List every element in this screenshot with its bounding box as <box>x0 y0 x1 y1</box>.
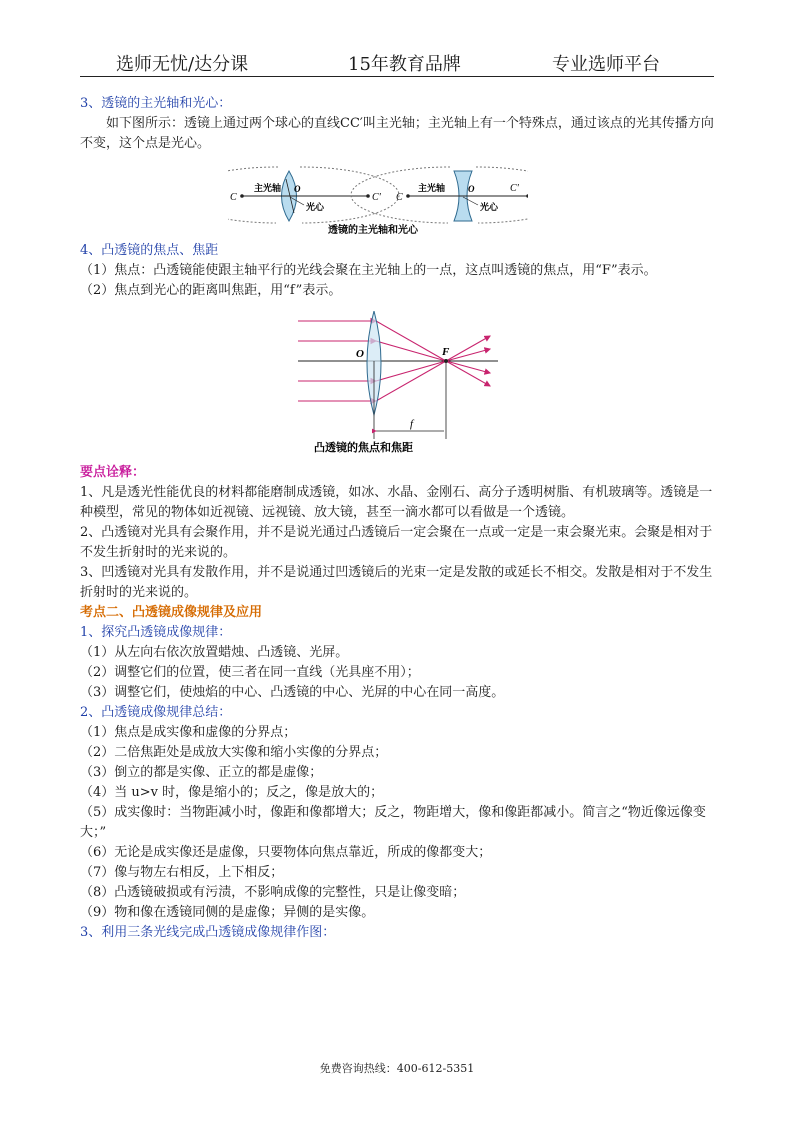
summary-item-8: （8）凸透镜破损或有污渍，不影响成像的完整性，只是让像变暗； <box>80 885 466 900</box>
lens-center-label: O <box>356 348 364 360</box>
center-label-2: 光心 <box>480 203 499 213</box>
page-header <box>80 48 714 77</box>
document-body <box>80 94 714 943</box>
axis-label-2: 主光轴 <box>418 184 446 194</box>
lens-axis-figure <box>228 163 528 237</box>
figure1-caption: 透镜的主光轴和光心 <box>328 225 418 236</box>
explore-item-2: （2）调整它们的位置，使三者在同一直线（光具座不用）； <box>80 665 420 680</box>
section4-heading: 4、凸透镜的焦点、焦距 <box>80 243 219 258</box>
o-label-1: O <box>294 184 301 194</box>
figure2-caption: 凸透镜的焦点和焦距 <box>314 441 413 454</box>
summary-item-5: （5）成实像时：当物距减小时，像距和像都增大；反之，物距增大，像和像距都减小。简言之“物近像远像变大；” <box>80 805 706 840</box>
summary-item-1: （1）焦点是成实像和虚像的分界点； <box>80 725 297 740</box>
convex-lens-diagram <box>228 167 399 223</box>
header-center-slogan: 15年教育品牌 <box>348 54 461 75</box>
c-right-label-2: C' <box>510 183 519 194</box>
kaodian2-heading: 考点二、凸透镜成像规律及应用 <box>80 605 263 620</box>
explore-heading: 1、探究凸透镜成像规律： <box>80 625 232 640</box>
focus-label: F <box>442 346 450 358</box>
section3-heading: 3、透镜的主光轴和光心： <box>80 96 232 111</box>
summary-item-7: （7）像与物左右相反，上下相反； <box>80 865 284 880</box>
axis-label-1: 主光轴 <box>254 184 282 194</box>
explore-item-1: （1）从左向右依次放置蜡烛、凸透镜、光屏。 <box>80 645 349 660</box>
summary-item-6: （6）无论是成实像还是虚像，只要物体向焦点靠近，所成的像都变大； <box>80 845 492 860</box>
focal-length-label: f <box>410 418 414 430</box>
explore-item-3: （3）调整它们，使烛焰的中心、凸透镜的中心、光屏的中心在同一高度。 <box>80 685 505 700</box>
note-item-2: 2、凸透镜对光具有会聚作用，并不是说光通过凸透镜后一定会聚在一点或一定是一束会聚光束。会聚是相对于不发生折射时的光来说的。 <box>80 525 713 560</box>
note-item-1: 1、凡是透光性能优良的材料都能磨制成透镜，如冰、水晶、金刚石、高分子透明树脂、有机玻璃等。透镜是一种模型，常见的物体如近视镜、远视镜、放大镜，甚至一滴水都可以看做是一个透镜。 <box>80 485 713 520</box>
center-label-1: 光心 <box>306 203 325 213</box>
section4-focal-length-text: （2）焦点到光心的距离叫焦距，用“f”表示。 <box>80 283 342 298</box>
c-left-label-1: C <box>230 192 237 203</box>
section3-text: 如下图所示：透镜上通过两个球心的直线CC′叫主光轴；主光轴上有一个特殊点，通过该点的光其传播方向不变，这个点是光心。 <box>80 116 714 151</box>
summary-item-2: （2）二倍焦距处是成放大实像和缩小实像的分界点； <box>80 745 388 760</box>
section4-focus-text: （1）焦点：凸透镜能使跟主轴平行的光线会聚在主光轴上的一点，这点叫透镜的焦点，用“F”表示。 <box>80 263 657 278</box>
header-left-brand: 选师无忧/达分课 <box>116 54 249 75</box>
summary-item-9: （9）物和像在透镜同侧的是虚像；异侧的是实像。 <box>80 905 375 920</box>
summary-item-4: （4）当 u>v 时，像是缩小的；反之，像是放大的； <box>80 785 384 800</box>
summary-item-3: （3）倒立的都是实像、正立的都是虚像； <box>80 765 323 780</box>
focal-point-dot <box>444 359 448 363</box>
ray-drawing-heading: 3、利用三条光线完成凸透镜成像规律作图： <box>80 925 336 940</box>
header-right-slogan: 专业选师平台 <box>552 54 660 75</box>
o-label-2: O <box>468 184 475 194</box>
summary-heading: 2、凸透镜成像规律总结： <box>80 705 232 720</box>
notes-heading: 要点诠释： <box>80 465 146 480</box>
c-left-label-2: C <box>396 192 403 203</box>
note-item-3: 3、凹透镜对光具有发散作用，并不是说通过凹透镜后的光束一定是发散的或延长不相交。发散是相对于不发生折射时的光来说的。 <box>80 565 713 600</box>
footer-hotline: 免费咨询热线：400-612-5351 <box>319 1062 475 1075</box>
c-right-label-1: C' <box>372 192 381 203</box>
focal-point-figure <box>292 311 502 455</box>
